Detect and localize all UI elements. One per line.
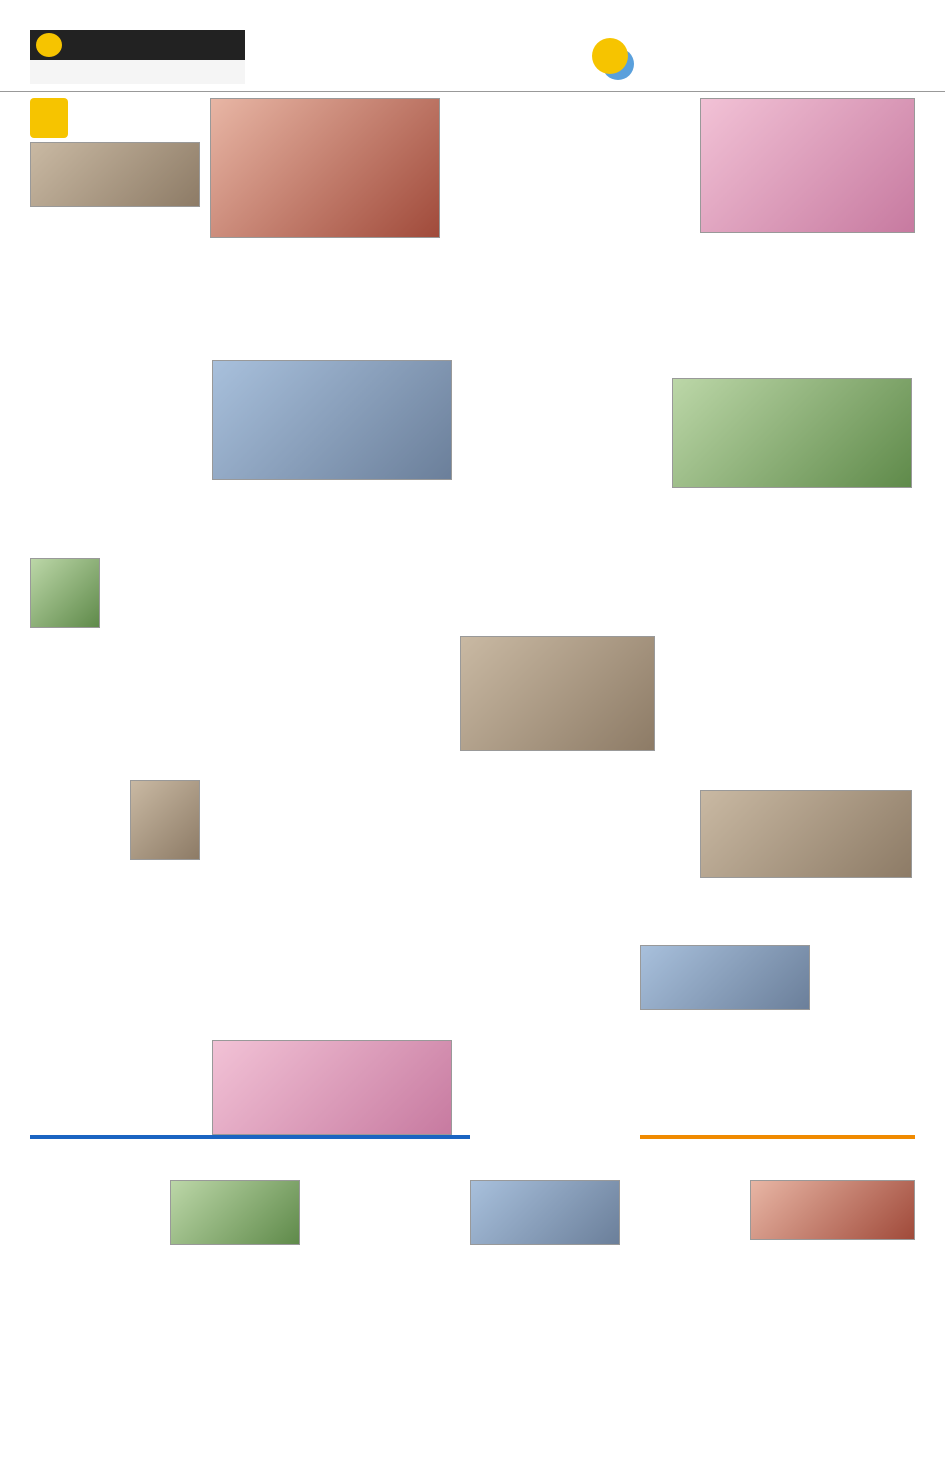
article-body [640,1015,912,1125]
article-body [448,98,693,303]
article-body [672,492,912,754]
photo [460,636,655,751]
article-body [30,210,200,435]
photo [700,790,912,878]
color-rule [640,1135,915,1139]
photo [672,378,912,488]
photo [640,945,810,1010]
article-body [212,485,452,755]
article-body [212,790,452,1035]
photo-caption [210,242,440,302]
brand-logo-icon [36,33,62,57]
article-body [30,705,200,1125]
article-body [478,890,912,920]
photo [170,1180,300,1245]
photo [210,98,440,238]
brand-title [30,30,245,60]
brand-block [30,30,245,84]
article-body [460,360,660,630]
photo-caption [700,238,915,298]
photo [700,98,915,233]
kirusuddi-header [30,98,190,138]
article-body [478,945,638,1125]
weather-sun-icon [592,38,628,74]
color-rule [30,1135,470,1139]
masthead [0,0,945,92]
pointing-hand-icon [30,98,68,138]
article-body [478,790,693,890]
photo [30,142,200,207]
photo [470,1180,620,1245]
photo [212,1040,452,1135]
article-body [30,440,200,700]
photo [750,1180,915,1240]
photo [212,360,452,480]
